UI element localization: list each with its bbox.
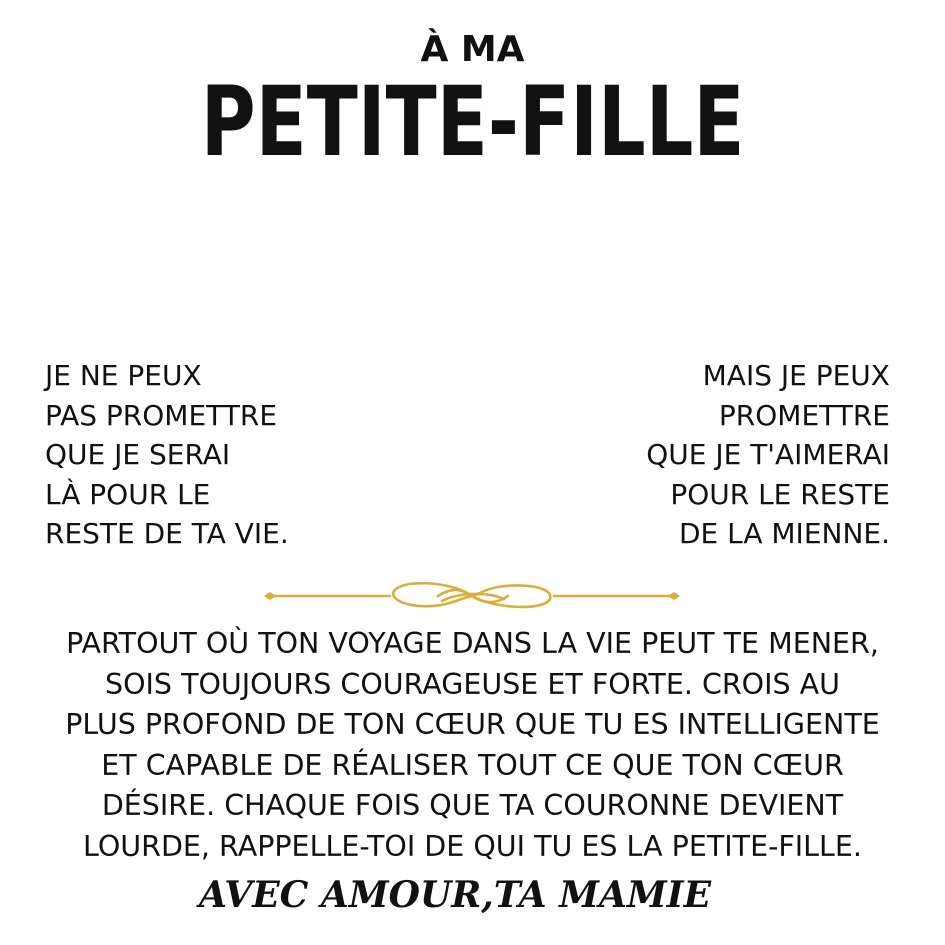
- right-verse-line: DE LA MIENNE.: [678, 517, 890, 550]
- message-line: ET CAPABLE DE RÉALISER TOUT CE QUE TON CŒUR: [101, 748, 844, 782]
- message-line: PARTOUT OÙ TON VOYAGE DANS LA VIE PEUT TE MENER,: [66, 627, 879, 660]
- right-verse: [646, 356, 890, 554]
- right-verse-line: PROMETTRE: [718, 398, 890, 432]
- right-verse-line: QUE JE T'AIMERAI: [646, 438, 890, 471]
- left-verse-line: RESTE DE TA VIE.: [45, 517, 289, 550]
- message-line: LOURDE, RAPPELLE-TOI DE QUI TU ES LA PETITE-FILLE.: [83, 829, 862, 863]
- left-verse-line: LÀ POUR LE: [45, 477, 211, 511]
- message-paragraph: [0, 624, 945, 867]
- message-line: PLUS PROFOND DE TON CŒUR QUE TU ES INTELLIGENTE: [65, 708, 880, 741]
- left-verse-line: PAS PROMETTRE: [45, 398, 278, 432]
- page-title: [0, 66, 945, 178]
- left-verse: [45, 356, 289, 554]
- message-line: DÉSIRE. CHAQUE FOIS QUE TA COURONNE DEVIENT: [101, 789, 844, 822]
- right-verse-line: POUR LE RESTE: [670, 477, 890, 511]
- left-verse-line: JE NE PEUX: [45, 359, 202, 392]
- signature: AVEC AMOUR,TA MAMIE: [198, 874, 712, 916]
- page-title-text: PETITE-FILLE: [200, 66, 745, 178]
- title-prefix: À MA: [420, 29, 525, 70]
- left-verse-line: QUE JE SERAI: [45, 438, 231, 471]
- infinity-flourish-icon: [262, 577, 682, 617]
- right-verse-line: MAIS JE PEUX: [702, 359, 890, 392]
- message-line: SOIS TOUJOURS COURAGEUSE ET FORTE. CROIS AU: [105, 667, 840, 701]
